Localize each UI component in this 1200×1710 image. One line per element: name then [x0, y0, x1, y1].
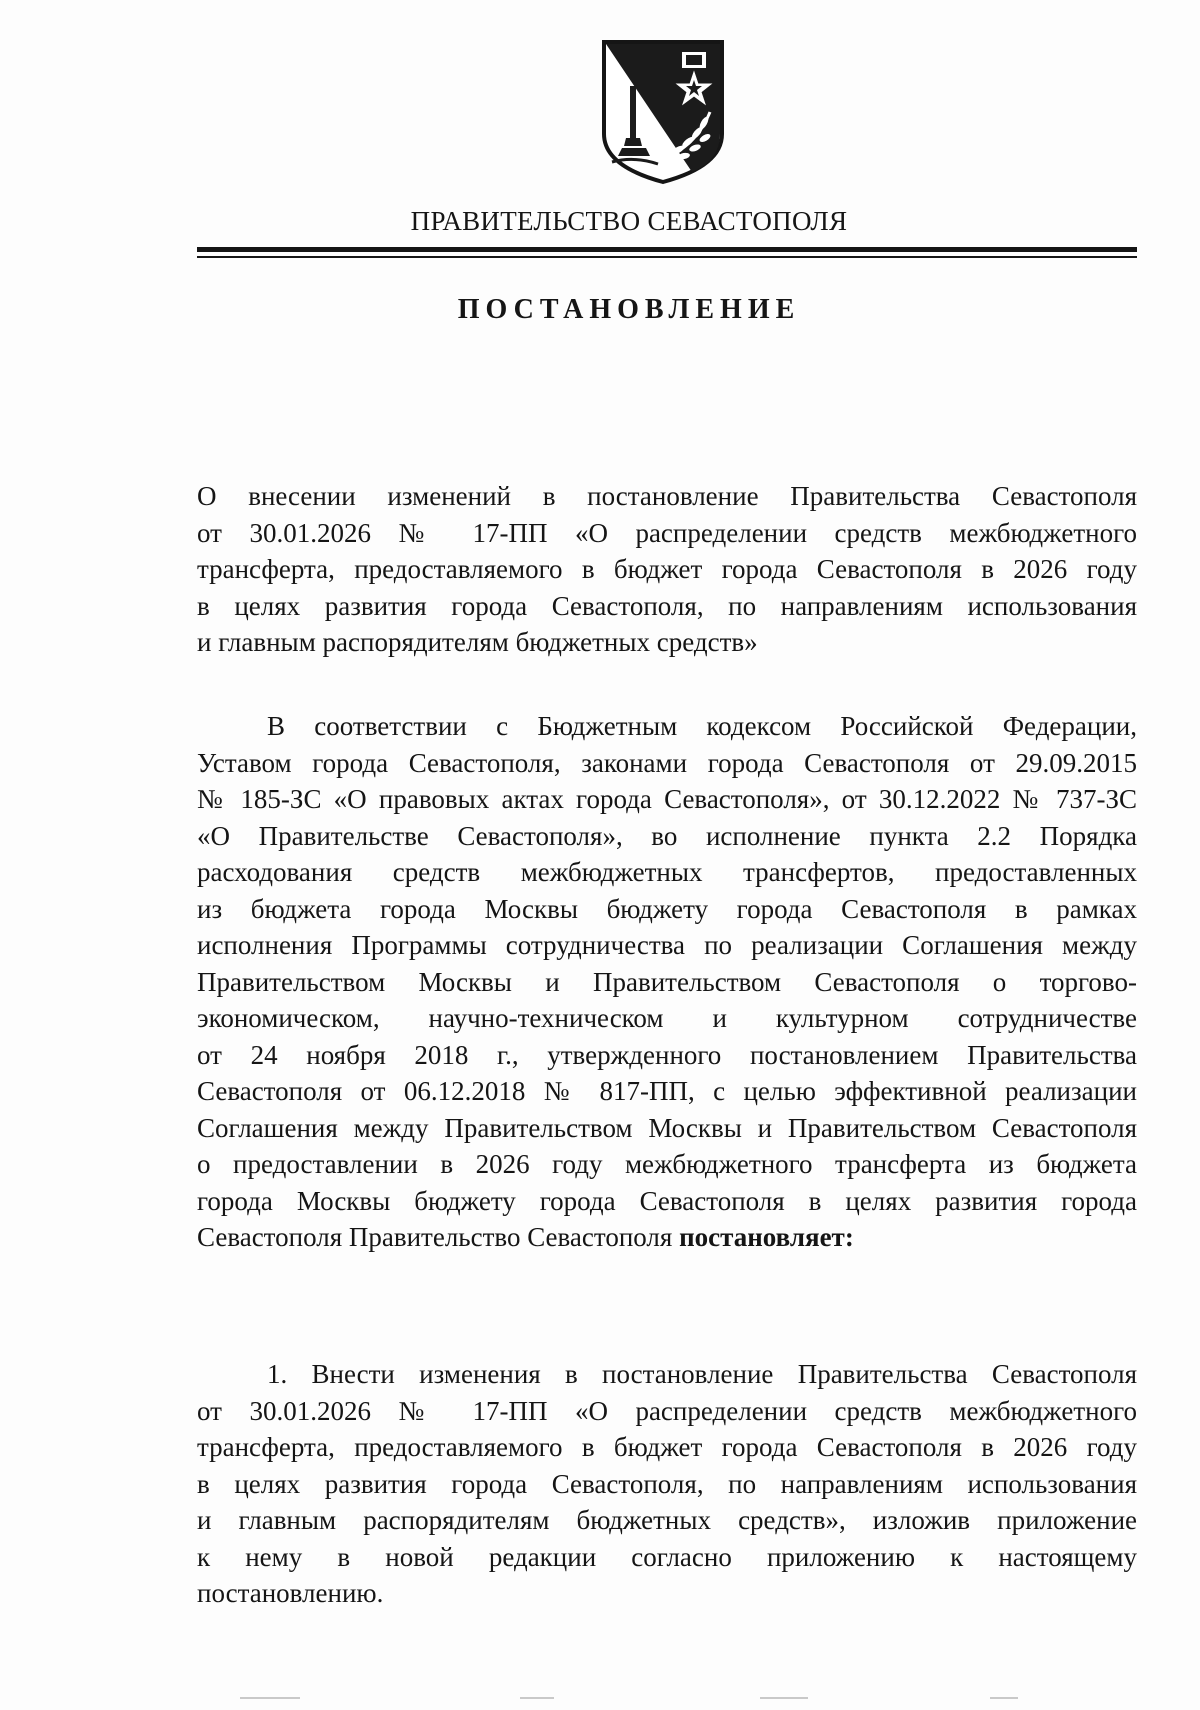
subject-line: в целях развития города Севастополя, по направлениям использования [197, 590, 1137, 621]
header-divider-thin [197, 256, 1137, 258]
item-line: от 30.01.2026 № 17-ПП «О распределении средств межбюджетного [197, 1395, 1137, 1426]
preamble-paragraph [197, 708, 1137, 1256]
resolution-subject [197, 478, 1137, 661]
preamble-line: Уставом города Севастополя, законами города Севастополя от 29.09.2015 [197, 747, 1137, 778]
scan-artifact [520, 1697, 554, 1699]
preamble-line: «О Правительстве Севастополя», во исполнение пункта 2.2 Порядка [197, 820, 1137, 851]
subject-line: трансферта, предоставляемого в бюджет города Севастополя в 2026 году [197, 554, 1137, 584]
preamble-closing-text: Севастополя Правительство Севастополя [197, 1222, 673, 1252]
preamble-line: города Москвы бюджету города Севастополя в целях развития города [197, 1185, 1137, 1216]
item-line: в целях развития города Севастополя, по направлениям использования [197, 1468, 1137, 1499]
subject-line: и главным распорядителям бюджетных средств» [197, 627, 758, 657]
subject-line: О внесении изменений в постановление Правительства Севастополя [197, 481, 1137, 511]
preamble-line: о предоставлении в 2026 году межбюджетного трансферта из бюджета [197, 1149, 1137, 1179]
item-line: и главным распорядителям бюджетных средств», изложив приложение [197, 1505, 1137, 1535]
scan-artifact [240, 1697, 300, 1699]
item-line: к нему в новой редакции согласно приложению к настоящему [197, 1541, 1137, 1572]
preamble-line: Севастополя от 06.12.2018 № 817-ПП, с целью эффективной реализации [197, 1076, 1137, 1106]
item-line: трансферта, предоставляемого в бюджет города Севастополя в 2026 году [197, 1432, 1137, 1462]
preamble-line: Соглашения между Правительством Москвы и Правительством Севастополя [197, 1112, 1137, 1143]
scan-artifact [990, 1697, 1018, 1699]
preamble-line: расходования средств межбюджетных трансфертов, предоставленных [197, 857, 1137, 887]
resolution-item-1 [197, 1356, 1137, 1612]
preamble-line: № 185-ЗС «О правовых актах города Севастополя», от 30.12.2022 № 737-ЗС [197, 784, 1137, 814]
document-type-title: ПОСТАНОВЛЕНИЕ [457, 294, 801, 325]
preamble-line: исполнения Программы сотрудничества по реализации Соглашения между [197, 930, 1137, 960]
item-line: постановлению. [197, 1578, 384, 1608]
subject-line: от 30.01.2026 № 17-ПП «О распределении средств межбюджетного [197, 517, 1137, 548]
sevastopol-coat-of-arms-icon [600, 38, 726, 186]
preamble-line: экономическом, научно-техническом и культурном сотрудничестве [197, 1003, 1137, 1033]
scan-artifact [760, 1697, 808, 1699]
item-line: 1. Внести изменения в постановление Правительства Севастополя [267, 1359, 1137, 1389]
preamble-last-line [197, 1219, 1137, 1256]
preamble-line: В соответствии с Бюджетным кодексом Российской Федерации, [267, 711, 1137, 741]
decree-verb: постановляет: [679, 1222, 854, 1252]
government-name: ПРАВИТЕЛЬСТВО СЕВАСТОПОЛЯ [410, 206, 848, 236]
header-divider-thick [197, 247, 1137, 252]
preamble-line: Правительством Москвы и Правительством Севастополя о торгово- [197, 966, 1137, 997]
preamble-line: из бюджета города Москвы бюджету города Севастополя в рамках [197, 893, 1137, 924]
preamble-line: от 24 ноября 2018 г., утвержденного постановлением Правительства [197, 1039, 1137, 1070]
